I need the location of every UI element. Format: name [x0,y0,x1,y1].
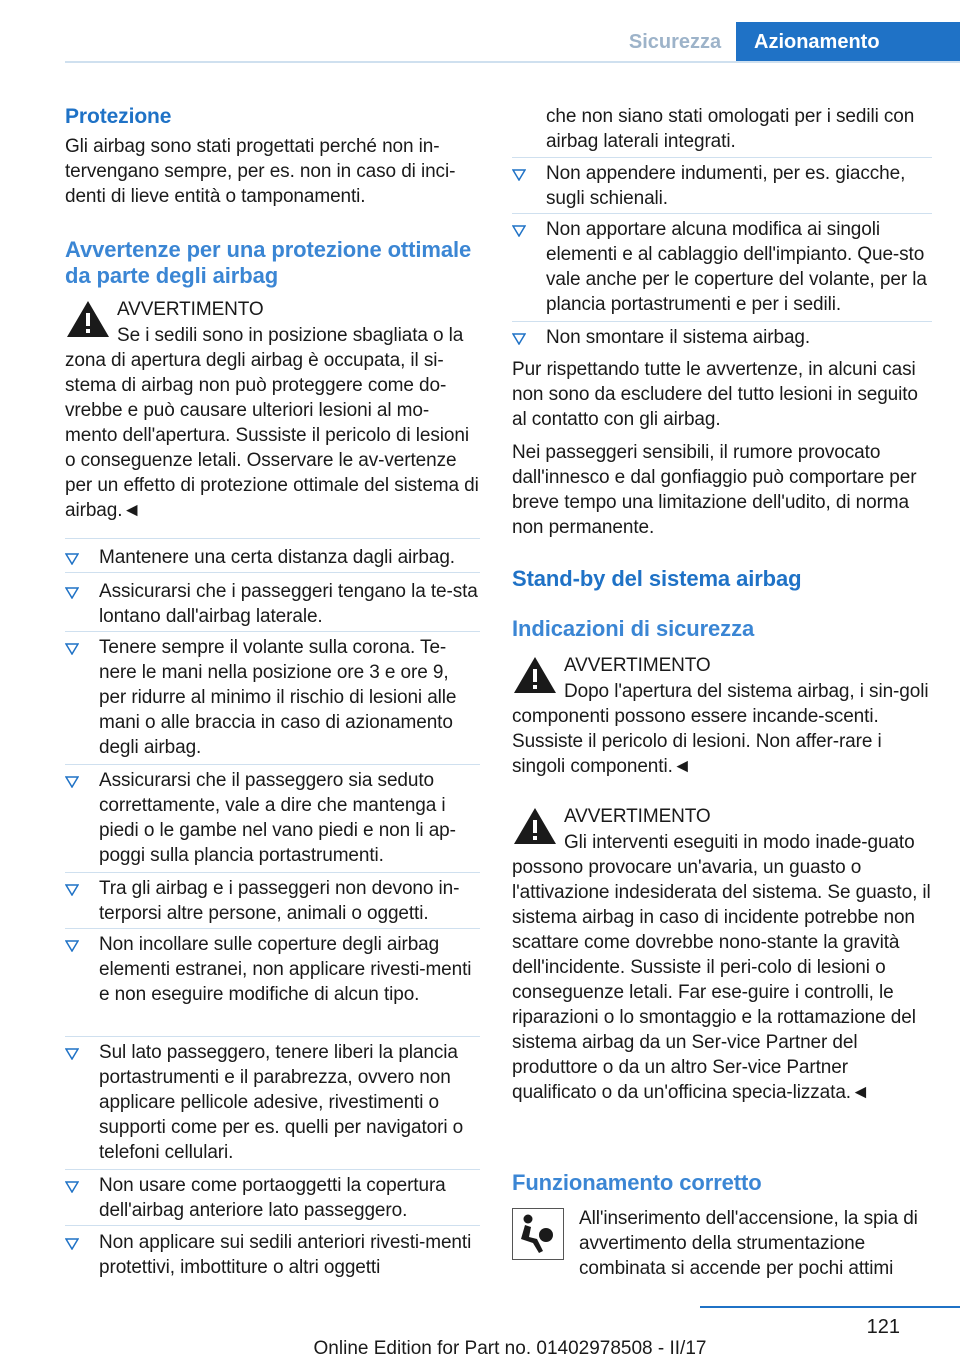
divider [65,572,480,573]
funzionamento-text: All'inserimento dell'accensione, la spia di avvertimento della strumentazione combinata si accende per pochi attimi [579,1208,918,1279]
warning-text: Dopo l'apertura del sistema airbag, i sin-goli componenti possono essere incande-scenti. Sussiste il pericolo di lesioni. Non affer-rare i singoli componenti.◄ [512,681,929,777]
bullet-triangle-icon [65,776,79,788]
paragraph-protezione: Gli airbag sono stati progettati perché non in-tervengano sempre, per es. non in caso di inci-denti di lieve entità o tamponamenti. [65,136,456,207]
list-item-text: Non appendere indumenti, per es. giacche, sugli schienali. [546,163,906,209]
edition-watermark: Online Edition for Part no. 01402978508 - II/17 [313,1338,707,1359]
list-item-text: Non incollare sulle coperture degli airbag elementi estranei, non applicare rivesti-menti e non eseguire modifiche di alcun tipo. [99,934,472,1005]
divider [512,321,932,322]
divider [65,928,480,929]
list-item [65,876,480,926]
bullet-triangle-icon [512,225,526,237]
divider [65,764,480,765]
list-item-text: Tra gli airbag e i passeggeri non devono in-terporsi altre persone, animali o oggetti. [99,878,460,924]
list-item-continued [512,104,932,154]
list-item [65,579,480,629]
list-item [65,932,480,1007]
bullet-triangle-icon [65,643,79,655]
list-item [65,1173,480,1223]
divider [65,872,480,873]
list-item-text: Sul lato passeggero, tenere liberi la plancia portastrumenti e il parabrezza, ovvero non applicare pellicole adesive, rivestimenti o supporti come per es. quelli per navigatori o telefoni cellulari. [99,1042,464,1163]
list-item [512,217,932,317]
divider [512,213,932,214]
list-item-text: Non applicare sui sedili anteriori rivesti-menti protettivi, imbottiture o altri oggetti [99,1232,472,1278]
bullet-triangle-icon [65,1181,79,1193]
list-item-text: Tenere sempre il volante sulla corona. Te-nere le mani nella posizione ore 3 e ore 9, per ridurre al minimo il rischio di lesioni alle mani o alle braccia in caso di azionamento degli airbag. [99,637,457,758]
list-item [65,768,480,868]
warning-title: AVVERTIMENTO [117,299,264,320]
heading-indicazioni: Indicazioni di sicurezza [512,616,755,641]
bullet-triangle-icon [65,884,79,896]
list-item-text: Assicurarsi che i passeggeri tengano la te-sta lontano dall'airbag laterale. [99,581,478,627]
footer-rule [700,1306,960,1308]
list-item [512,325,932,350]
header-tab-chapter[interactable]: Azionamento [736,22,960,62]
divider [65,538,480,539]
heading-avvertenze: Avvertenze per una protezione ottimale da parte degli airbag [65,237,472,288]
list-item [512,161,932,211]
heading-funzionamento: Funzionamento corretto [512,1170,762,1195]
list-item [65,635,480,760]
list-item-text: Assicurarsi che il passeggero sia seduto correttamente, vale a dire che mantenga i piedi o le gambe nel vano piedi e non li ap-poggi sulla plancia portastrumenti. [99,770,456,866]
list-item [65,545,480,570]
divider [65,1225,480,1226]
warning-text: Se i sedili sono in posizione sbagliata o la zona di apertura degli airbag è occupata, il si-stema di airbag non può proteggere come do-vrebbe e può causare ulteriori lesioni al mo-mento dell'apertura. Sussiste il pericolo di lesioni o conseguenze letali. Osservare le av-vertenze per un effetto di protezione ottimale del sistema di airbag.◄ [65,325,479,521]
paragraph-passeggeri: Nei passeggeri sensibili, il rumore provocato dall'innesco e dal gonfiaggio può comportare per breve tempo una limitazione dell'udito, di norma non permanente. [512,442,917,538]
bullet-triangle-icon [65,1048,79,1060]
bullet-triangle-icon [65,940,79,952]
list-item-text: che non siano stati omologati per i sedili con airbag laterali integrati. [546,106,915,152]
warning-title: AVVERTIMENTO [564,806,711,827]
heading-protezione: Protezione [65,105,172,128]
warning-title: AVVERTIMENTO [564,655,711,676]
list-item [65,1230,480,1280]
list-item-text: Mantenere una certa distanza dagli airbag. [99,547,455,568]
bullet-triangle-icon [65,587,79,599]
paragraph-avvertenze: Pur rispettando tutte le avvertenze, in alcuni casi non sono da escludere del tutto lesioni in seguito al contatto con gli airbag. [512,359,918,430]
heading-standby: Stand-by del sistema airbag [512,566,802,591]
warning-text: Gli interventi eseguiti in modo inade-guato possono provocare un'avaria, un guasto o l'attivazione indesiderata del sistema. Se guasto, il sistema airbag in caso di incidente potrebbe non scattare come dovrebbe nono-stante la gravità dell'incidente. Sussiste il peri-colo di lesioni o conseguenze letali. Far ese-guire i controlli, le riparazioni o lo smontaggio e la rottamazione del sistema airbag da un Ser-vice Partner del produttore o da un altro Ser-vice Partner qualificato o da un'officina specia-lizzata.◄ [512,832,931,1103]
divider [65,631,480,632]
page-number: 121 [866,1316,900,1338]
bullet-triangle-icon [512,333,526,345]
divider [65,1169,480,1170]
bullet-triangle-icon [65,553,79,565]
list-item-text: Non usare come portaoggetti la copertura dell'airbag anteriore lato passeggero. [99,1175,446,1221]
list-item-text: Non smontare il sistema airbag. [546,327,811,348]
bullet-triangle-icon [512,169,526,181]
divider [65,1036,480,1037]
divider [512,157,932,158]
page-header [0,0,960,62]
list-item-text: Non apportare alcuna modifica ai singoli elementi e al cablaggio dell'impianto. Que-sto vale anche per le coperture del volante, per la plancia portastrumenti e per i sedili. [546,219,927,315]
bullet-triangle-icon [65,1238,79,1250]
header-tab-section[interactable]: Sicurezza [628,31,722,53]
list-item [65,1040,480,1165]
airbag-warning-light-icon [512,1208,564,1260]
header-rule [65,61,960,63]
